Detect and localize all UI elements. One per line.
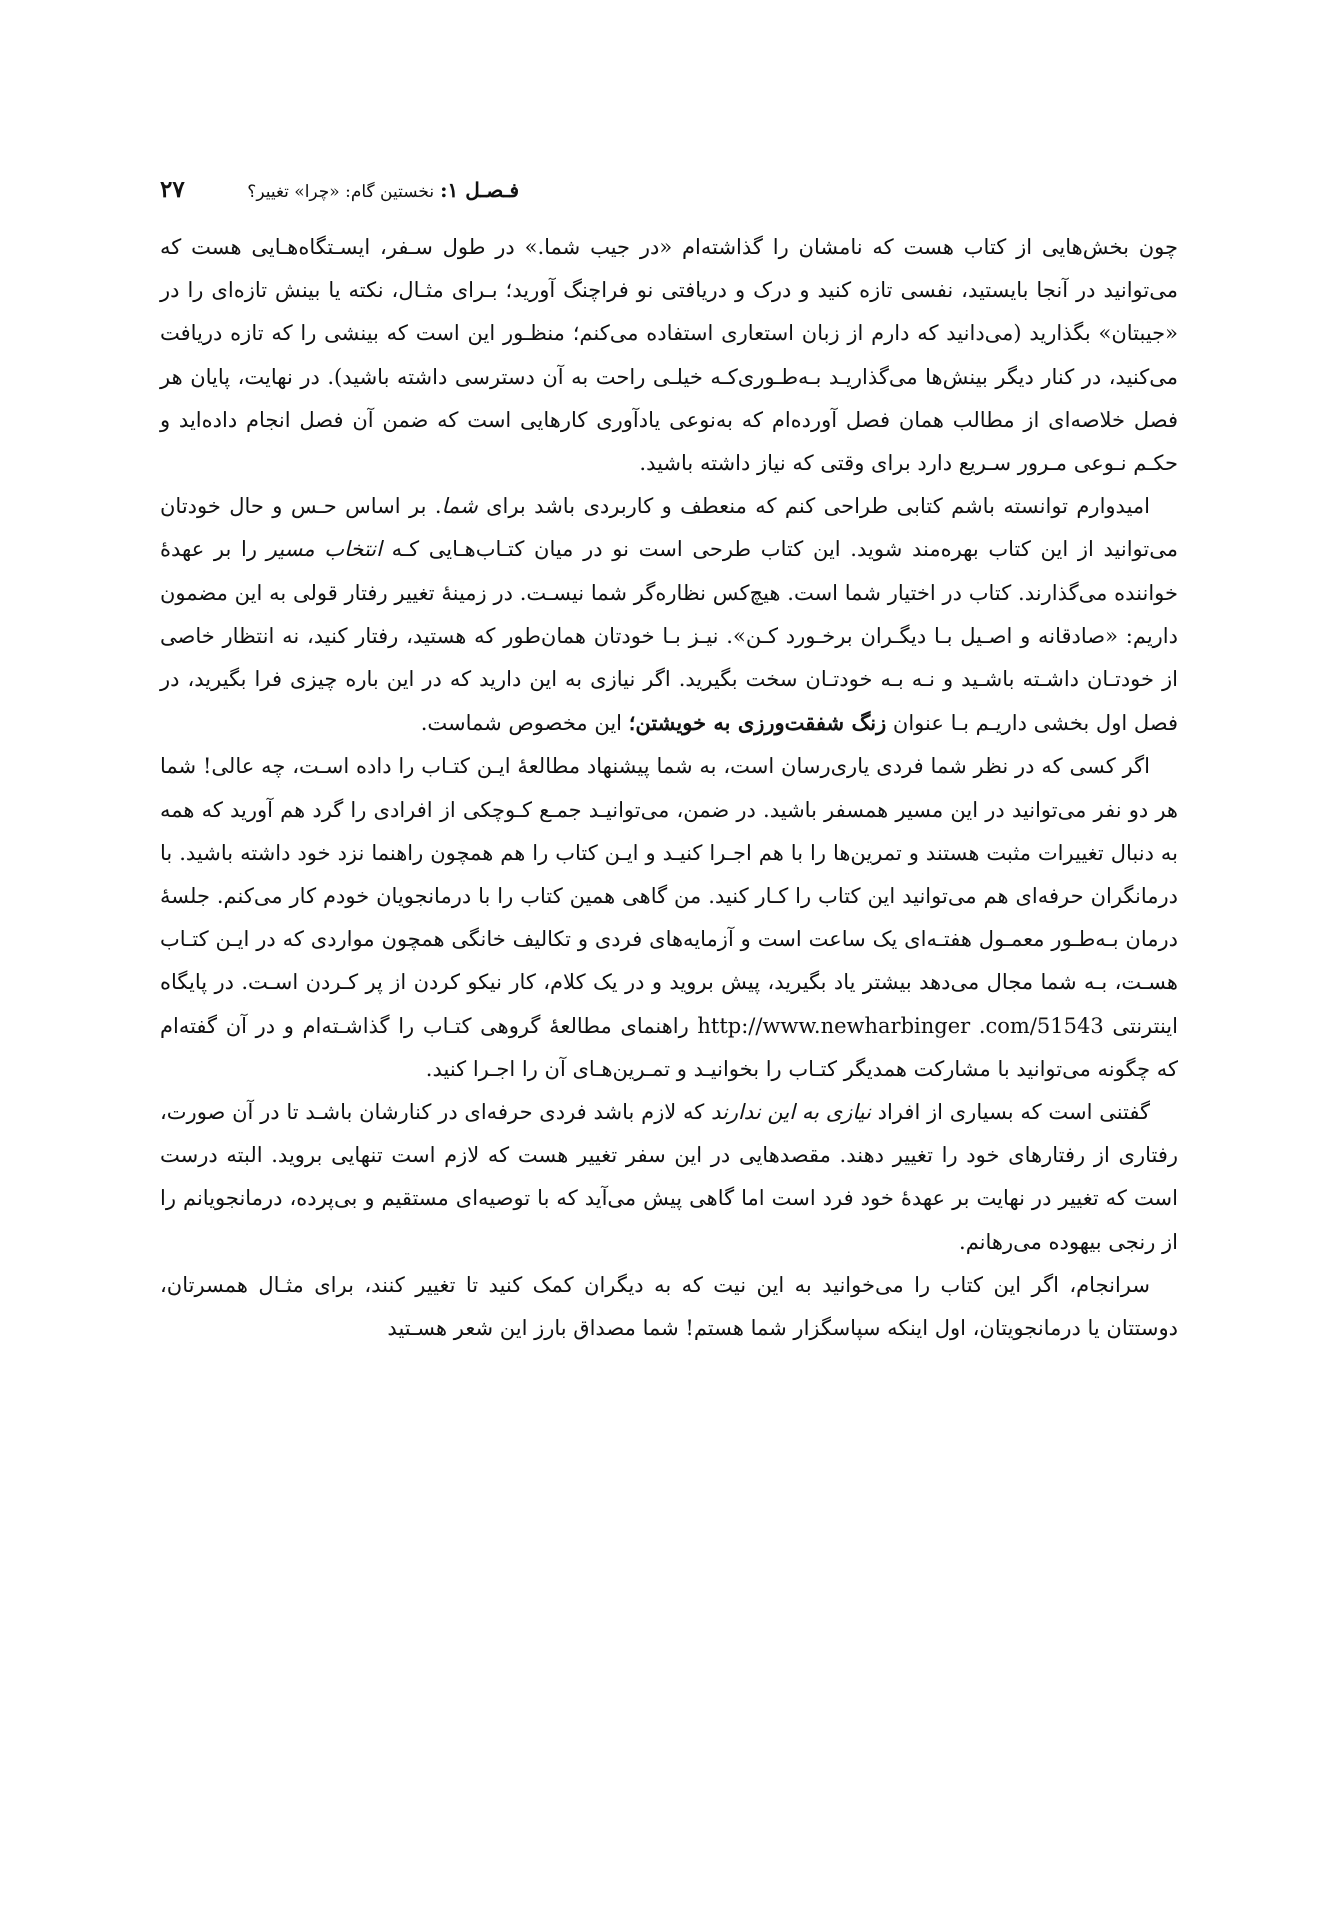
- paragraph-4-part-1: گفتنی است که بسیاری از افراد: [870, 1100, 1151, 1125]
- paragraph-2-part-3: را بر عهدهٔ خواننده می‌گذارند. کتاب در اختیار شما است. هیچ‌کس نظاره‌گر شما نیسـت. در زمینهٔ تغییر رفتار قولی به این مضمون داریم: «صادقانه و اصـیل بـا دیگـران برخـورد کـن». نیـز بـا خودتان همان‌طور که هستید، رفتار کنید، نه انتظار خاصی از خودتـان داشـته باشـید و نـه بـه خودتـان سخت بگیرید. اگر نیازی به این دارید که در این باره چیزی فرا بگیرید، در فصل اول بخشی داریـم بـا عنوان: [160, 537, 1178, 736]
- paragraph-3-part-1: اگر کسی که در نظر شما فردی یاری‌رسان است، به شما پیشنهاد مطالعهٔ ایـن کتـاب را داده اسـت، چه عالی! شما هر دو نفر می‌توانید در این مسیر همسفر باشید. در ضمن، می‌توانیـد جمـع کـوچکی از افرادی را گرد هم آورید که همه به دنبال تغییرات مثبت هستند و تمرین‌ها را با هم اجـرا کنیـد و ایـن کتاب را هم همچون راهنما نزد خود داشته باشید. با درمانگران حرفه‌ای هم می‌توانید این کتاب را کـار کنید. من گاهی همین کتاب را با درمانجویان خودم کار می‌کنم. جلسهٔ درمان بـه‌طـور معمـول هفتـه‌ای یک ساعت است و آزمایه‌های فردی و تکالیف خانگی همچون مواردی که در ایـن کتـاب هسـت، بـه شما مجال می‌دهد بیشتر یاد بگیرید، پیش بروید و در یک کلام، کار نیکو کردن از پر کـردن اسـت. در پایگاه اینترنتی: [160, 754, 1178, 1038]
- paragraph-2-part-1: امیدوارم توانسته باشم کتابی طراحی کنم که منعطف و کاربردی باشد برای: [477, 494, 1150, 519]
- body-text: [160, 226, 1178, 1350]
- paragraph-2: [160, 485, 1178, 745]
- paragraph-4-part-2: که لازم باشد فردی حرفه‌ای در کنارشان باشـد تا در آن صورت، رفتاری از رفتارهای خود را تغییر دهند. مقصدهایی در این سفر تغییر هست که لازم است تنهایی بروید. البته درست است که تغییر در نهایت بر عهدهٔ خود فرد است اما گاهی پیش می‌آید که با توصیه‌ای مستقیم و بی‌پرده، درمانجویانم را از رنجی بیهوده می‌رهانم.: [160, 1100, 1178, 1254]
- paragraph-2-part-4: این مخصوص شماست.: [420, 711, 629, 736]
- running-head: [159, 178, 519, 214]
- paragraph-1: چون بخش‌هایی از کتاب هست که نامشان را گذاشته‌ام «در جیب شما.» در طول سـفر، ایسـتگاه‌هـایی هست که می‌توانید در آنجا بایستید، نفسی تازه کنید و درک و دریافتی نو فراچنگ آورید؛ بـرای مثـال، نکته یا بینش تازه‌ای را در «جیبتان» بگذارید (می‌دانید که دارم از زبان استعاری استفاده می‌کنم؛ منظـور این است که بینشی را که تازه دریافت می‌کنید، در کنار دیگر بینش‌ها می‌گذاریـد بـه‌طـوری‌کـه خیلـی راحت به آن دسترسی داشته باشید). در نهایت، پایان هر فصل خلاصه‌ای از مطالب همان فصل آورده‌ام که به‌نوعی یادآوری کارهایی است که ضمن آن فصل انجام داده‌اید و حکـم نـوعی مـرور سـریع دارد برای وقتی که نیاز داشته باشید.: [160, 235, 1178, 476]
- chapter-label: فـصـل ۱:: [440, 178, 519, 202]
- website-url: http://www.newharbinger .com/51543: [697, 1013, 1104, 1038]
- paragraph-4-italic: نیازی به این ندارند: [710, 1100, 871, 1125]
- paragraph-3: [160, 745, 1178, 1091]
- paragraph-2-italic-2: انتخاب مسیر: [266, 537, 382, 562]
- paragraph-2-italic-1: شما: [441, 494, 478, 519]
- paragraph-2-bold-heading-ref: زنگ شفقت‌ورزی به خویشتن؛: [628, 710, 887, 736]
- page-number: ۲۷: [160, 176, 185, 203]
- paragraph-2-part-2: . بر اساس حـس و حال خودتان می‌توانید از این کتاب بهره‌مند شوید. این کتاب طرحی است نو در میان کتـاب‌هـایی کـه: [160, 494, 1178, 562]
- paragraph-5: سرانجام، اگر این کتاب را می‌خوانید به این نیت که به دیگران کمک کنید تا تغییر کنند، برای مثـال همسرتان، دوستتان یا درمانجویتان، اول اینکه سپاسگزار شما هستم! شما مصداق بارز این شعر هسـتید: [160, 1272, 1178, 1341]
- paragraph-4: [160, 1091, 1178, 1264]
- paragraph-3-part-2: راهنمای مطالعهٔ گروهی کتـاب را گذاشـته‌ام و در آن گفته‌ام که چگونه می‌توانید با مشارکت همدیگر کتـاب را بخوانیـد و تمـرین‌هـای آن را اجـرا کنید.: [160, 1013, 1178, 1081]
- chapter-title: نخستین گام: «چرا» تغییر؟: [247, 182, 435, 202]
